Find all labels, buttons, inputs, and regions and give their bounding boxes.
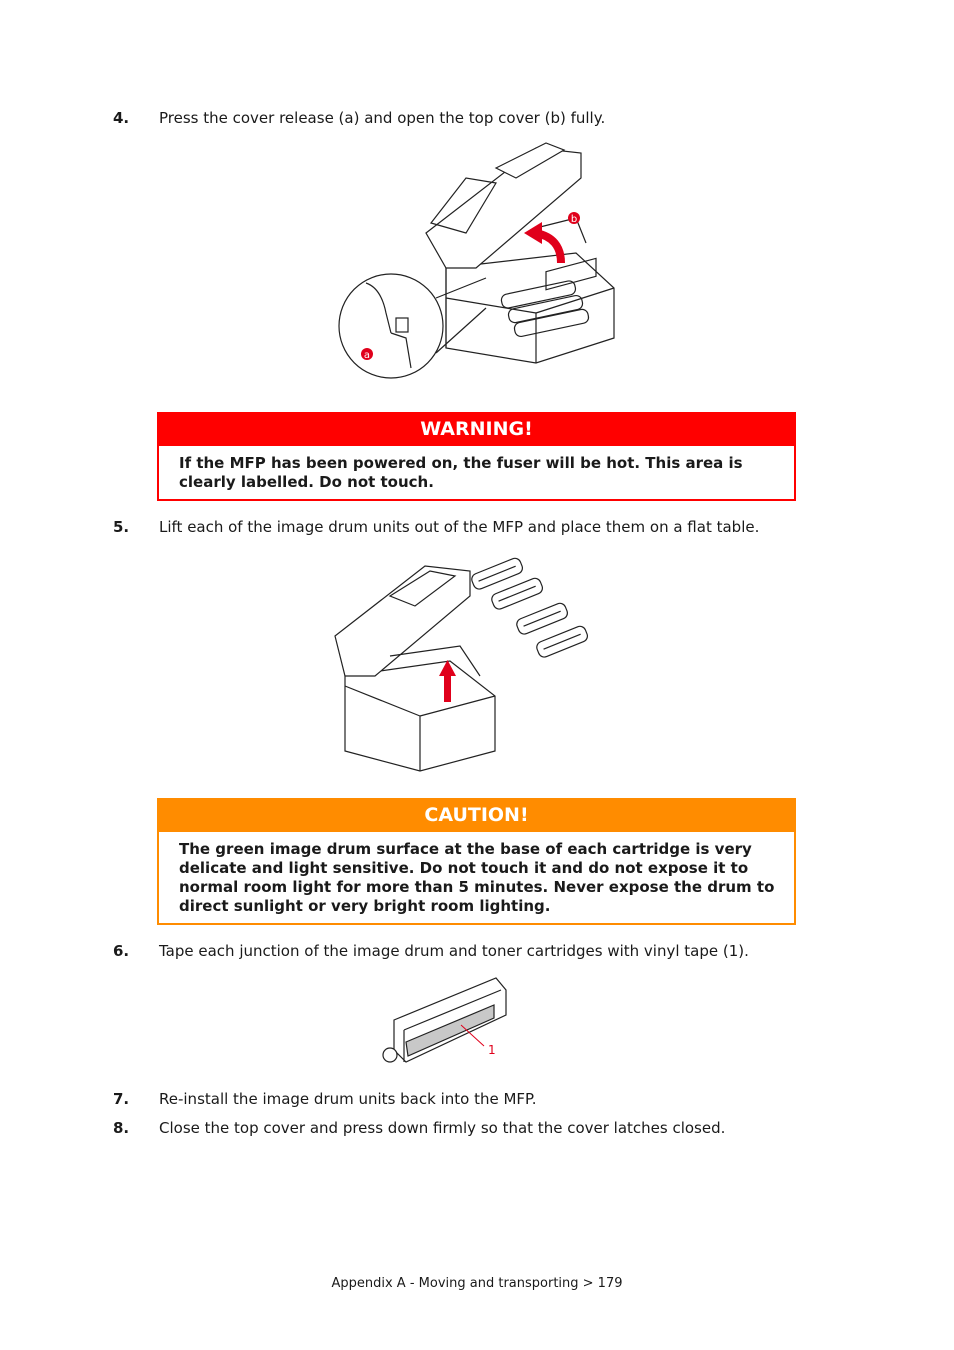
step-number: 8.	[113, 1119, 130, 1137]
step-number: 4.	[113, 109, 130, 127]
step-text: Re-install the image drum units back into the MFP.	[159, 1090, 537, 1108]
warning-title: WARNING!	[157, 412, 796, 446]
step-number: 5.	[113, 518, 130, 536]
step-number: 6.	[113, 942, 130, 960]
page-footer: Appendix A - Moving and transporting > 179	[331, 1276, 623, 1291]
figure-open-top-cover	[336, 138, 618, 383]
warning-box	[157, 412, 796, 501]
step-text: Close the top cover and press down firmly so that the cover latches closed.	[159, 1119, 726, 1137]
figure-tape-drum	[376, 970, 516, 1074]
callout-1: 1	[488, 1043, 496, 1057]
warning-text: If the MFP has been powered on, the fuser will be hot. This area is clearly labelled. Do not touch.	[179, 454, 743, 491]
label-a: a	[363, 350, 371, 361]
caution-title: CAUTION!	[157, 798, 796, 832]
step-text: Press the cover release (a) and open the top cover (b) fully.	[159, 109, 606, 127]
step-text: Lift each of the image drum units out of the MFP and place them on a flat table.	[159, 518, 760, 536]
step-number: 7.	[113, 1090, 130, 1108]
caution-box	[157, 798, 796, 925]
label-b: b	[570, 214, 578, 225]
caution-text: The green image drum surface at the base of each cartridge is very delicate and light sensitive. Do not touch it and do not expose it to normal room light for more than 5 minutes. Never expose the drum to direct sunlight or very bright room lighting.	[179, 840, 775, 915]
step-text: Tape each junction of the image drum and toner cartridges with vinyl tape (1).	[159, 942, 749, 960]
figure-remove-drums	[330, 556, 592, 776]
